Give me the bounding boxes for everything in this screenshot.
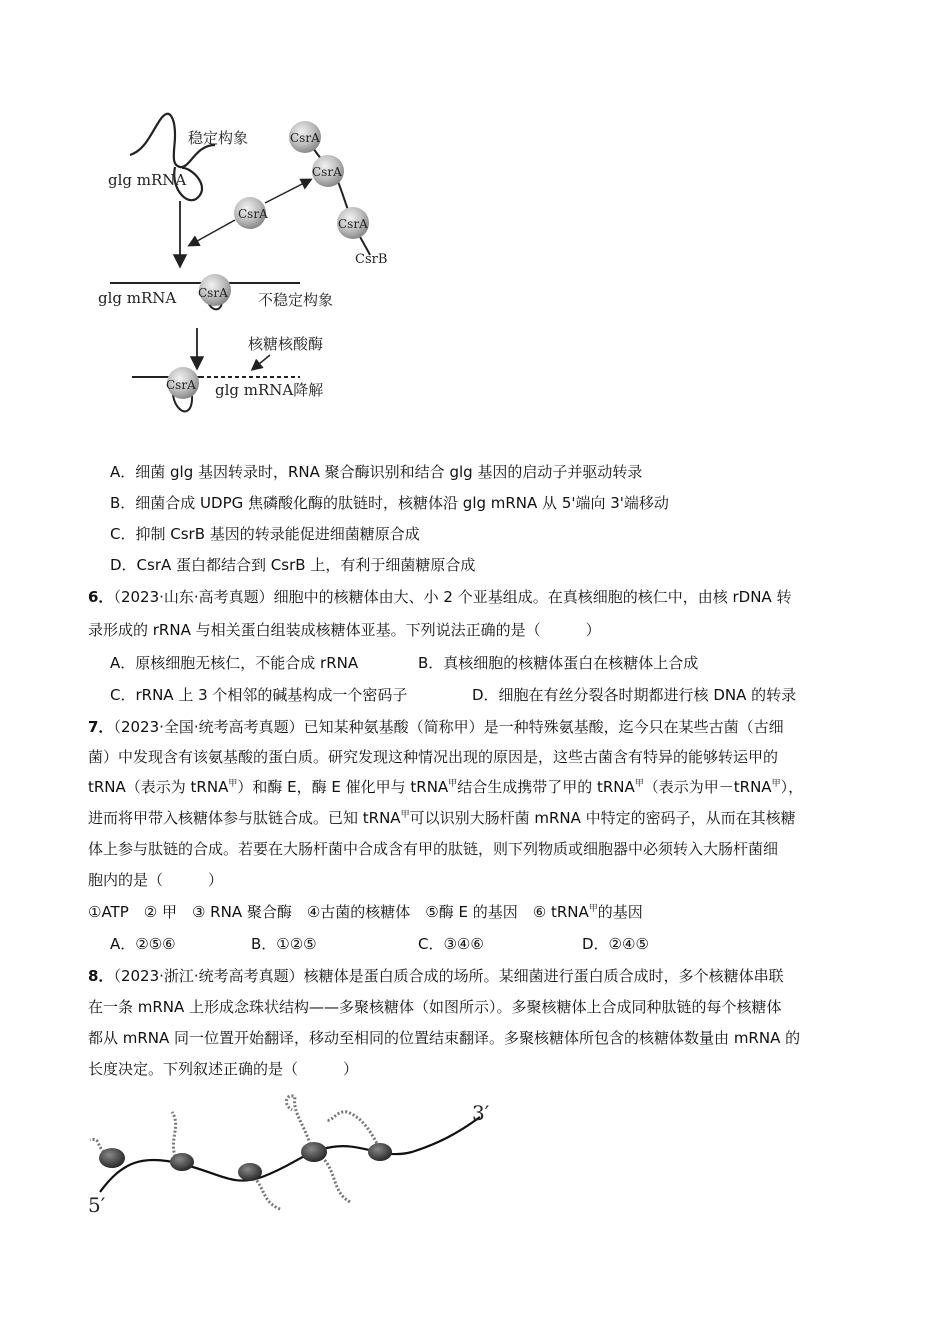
label-csrb: CsrB bbox=[355, 252, 388, 267]
ribosome-4 bbox=[301, 1142, 327, 1162]
mrna-strand bbox=[100, 1117, 480, 1192]
q8-stem-line3: 都从 mRNA 同一位置开始翻译，移动至相同的位置结束翻译。多聚核糖体所包含的核糖体数量由 mRNA 的 bbox=[88, 1029, 801, 1047]
q7-line3e: ）， bbox=[780, 778, 804, 796]
q7-stem-line5: 体上参与肽链的合成。若要在大肠杆菌中合成含有甲的肽链，则下列物质或细胞器中必须转入大肠杆菌细 bbox=[88, 840, 779, 858]
sup-jia-3: 甲 bbox=[634, 779, 644, 789]
q6-option-a[interactable]: A．原核细胞无核仁，不能合成 rRNA bbox=[110, 654, 359, 672]
label-5prime: 5′ bbox=[88, 1193, 106, 1217]
q8-stem-line2: 在一条 mRNA 上形成念珠状结构——多聚核糖体（如图所示）。多聚核糖体上合成同种肽链的每个核糖体 bbox=[88, 998, 782, 1016]
ribosome-5 bbox=[368, 1143, 392, 1161]
q7-number: 7． bbox=[88, 718, 114, 736]
sup-jia-4: 甲 bbox=[771, 779, 781, 789]
sup-jia-1: 甲 bbox=[228, 779, 238, 789]
q7-line3c: 结合生成携带了甲的 tRNA bbox=[457, 778, 635, 796]
q6-stem-line2: 录形成的 rRNA 与相关蛋白组装成核糖体亚基。下列说法正确的是（ ） bbox=[88, 621, 601, 639]
q5-option-b[interactable]: B．细菌合成 UDPG 焦磷酸化酶的肽链时，核糖体沿 glg mRNA 从 5'端向 3'端移动 bbox=[110, 494, 669, 512]
q7-stem-line3 bbox=[88, 777, 803, 797]
csra-label-bound: CsrA bbox=[198, 286, 228, 300]
q6-option-c[interactable]: C．rRNA 上 3 个相邻的碱基构成一个密码子 bbox=[110, 686, 408, 704]
label-unstable: 不稳定构象 bbox=[258, 291, 334, 309]
q7-option-a[interactable]: A．②⑤⑥ bbox=[110, 935, 176, 953]
q8-stem-line4: 长度决定。下列叙述正确的是（ ） bbox=[88, 1060, 359, 1078]
q6-number: 6． bbox=[88, 588, 114, 606]
q8-number: 8． bbox=[88, 967, 114, 985]
sup-jia-6: 甲 bbox=[588, 904, 598, 914]
q7-option-c[interactable]: C．③④⑥ bbox=[418, 935, 484, 953]
q7-line1: （2023·全国·统考高考真题）已知某种氨基酸（简称甲）是一种特殊氨基酸，迄今只在某些古菌（古细 bbox=[113, 718, 784, 736]
ribosome-2 bbox=[170, 1153, 194, 1171]
q5-option-a[interactable]: A．细菌 glg 基因转录时，RNA 聚合酶识别和结合 glg 基因的启动子并驱动转录 bbox=[110, 463, 643, 481]
q7-line3b: ）和酶 E，酶 E 催化甲与 tRNA bbox=[237, 778, 449, 796]
sup-jia-2: 甲 bbox=[448, 779, 458, 789]
ribosome-1 bbox=[99, 1148, 125, 1168]
label-stable: 稳定构象 bbox=[188, 129, 249, 147]
csra-label-free: CsrA bbox=[238, 207, 268, 221]
q7-line4a: 进而将甲带入核糖体参与肽链合成。已知 tRNA bbox=[88, 809, 401, 827]
label-rnase: 核糖核酸酶 bbox=[248, 335, 324, 353]
q8-stem-line1 bbox=[88, 966, 784, 986]
label-3prime: 3′ bbox=[472, 1101, 490, 1125]
sup-jia-5: 甲 bbox=[400, 810, 410, 820]
q7-stem-line1 bbox=[88, 717, 784, 737]
q7-stem-line4 bbox=[88, 808, 796, 828]
csra-regulation-figure bbox=[90, 105, 420, 415]
q8-line1: （2023·浙江·统考高考真题）核糖体是蛋白质合成的场所。某细菌进行蛋白质合成时，多个核糖体串联 bbox=[113, 967, 784, 985]
ribosome-3 bbox=[238, 1163, 262, 1181]
q5-option-c[interactable]: C．抑制 CsrB 基因的转录能促进细菌糖原合成 bbox=[110, 525, 420, 543]
polyribosome-figure bbox=[82, 1092, 502, 1222]
csra-label-1: CsrA bbox=[290, 131, 320, 145]
q6-stem-line1 bbox=[88, 587, 791, 607]
csra-label-2: CsrA bbox=[312, 165, 342, 179]
q7-line3d: （表示为甲－tRNA bbox=[643, 778, 772, 796]
q6-line1: （2023·山东·高考真题）细胞中的核糖体由大、小 2 个亚基组成。在真核细胞的核仁中，由核 rDNA 转 bbox=[113, 588, 792, 606]
label-degrade: glg mRNA降解 bbox=[215, 381, 324, 399]
q7-items-b: 的基因 bbox=[597, 903, 643, 921]
label-glg-mrna-middle: glg mRNA bbox=[98, 289, 177, 307]
q6-option-d[interactable]: D．细胞在有丝分裂各时期都进行核 DNA 的转录 bbox=[472, 686, 797, 704]
csra-label-degrade: CsrA bbox=[166, 378, 196, 392]
q7-stem-line2: 菌）中发现含有该氨基酸的蛋白质。研究发现这种情况出现的原因是，这些古菌含有特异的能够转运甲的 bbox=[88, 748, 779, 766]
q5-option-d[interactable]: D．CsrA 蛋白都结合到 CsrB 上，有利于细菌糖原合成 bbox=[110, 556, 476, 574]
q7-line3a: tRNA（表示为 tRNA bbox=[88, 778, 229, 796]
q7-stem-line6: 胞内的是（ ） bbox=[88, 871, 224, 889]
csra-label-3: CsrA bbox=[338, 217, 368, 231]
q7-items bbox=[88, 902, 643, 922]
q7-items-a: ①ATP ② 甲 ③ RNA 聚合酶 ④古菌的核糖体 ⑤酶 E 的基因 ⑥ tRNA bbox=[88, 903, 589, 921]
label-glg-mrna-top: glg mRNA bbox=[108, 171, 187, 189]
q7-line4b: 可以识别大肠杆菌 mRNA 中特定的密码子，从而在其核糖 bbox=[409, 809, 796, 827]
q7-option-d[interactable]: D．②④⑤ bbox=[582, 935, 649, 953]
q7-option-b[interactable]: B．①②⑤ bbox=[251, 935, 317, 953]
q6-option-b[interactable]: B．真核细胞的核糖体蛋白在核糖体上合成 bbox=[418, 654, 699, 672]
